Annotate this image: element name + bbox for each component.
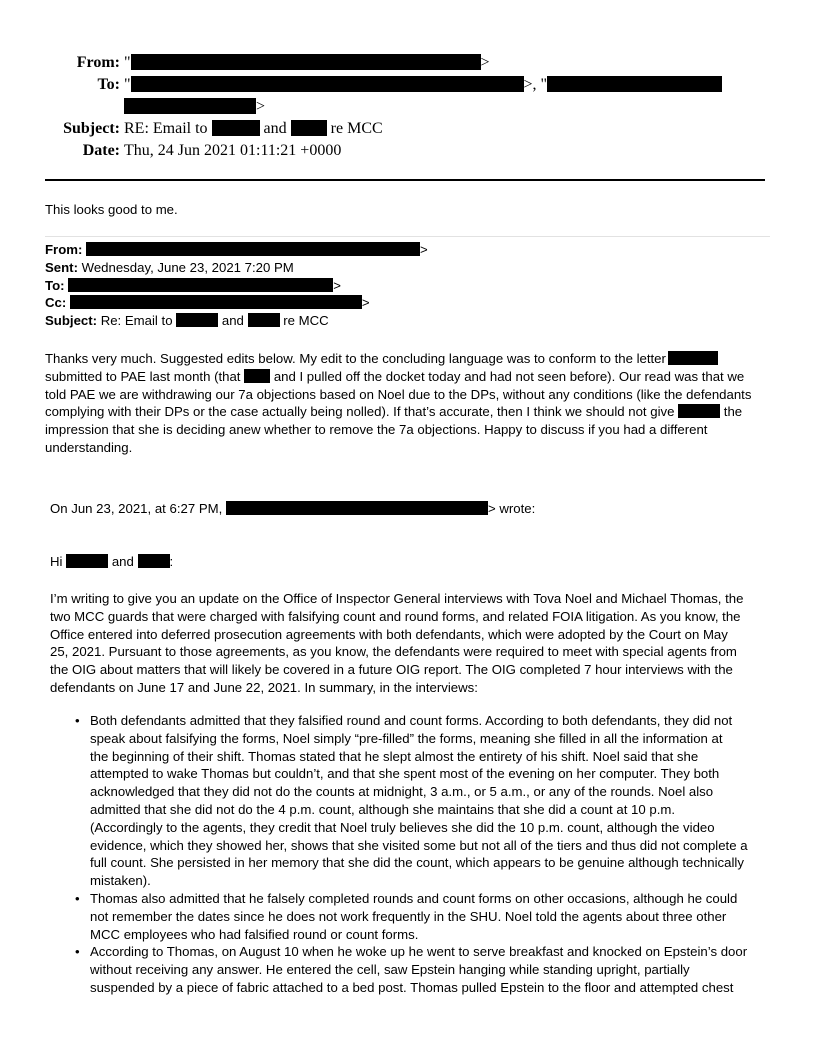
email-header (0, 52, 816, 162)
subject-row (0, 118, 816, 140)
separator-line (45, 236, 770, 237)
list-item: • According to Thomas, on August 10 when he woke up he went to serve breakfast and knocked on Epstein’s door without receiving any answer. He entered the cell, saw Epstein hanging while standing upright, partially suspended by a piece of fabric attached to a bed post. Thomas pulled Epstein to the floor and attempted chest (75, 944, 748, 995)
redaction (291, 120, 327, 136)
redaction (70, 295, 362, 309)
redaction (176, 313, 218, 327)
fwd-sent-row: Sent: Wednesday, June 23, 2021 7:20 PM (45, 259, 294, 275)
redaction (131, 76, 524, 92)
fwd-to-row: To: > (45, 277, 341, 293)
redaction (678, 404, 720, 418)
header-divider (45, 179, 765, 181)
message-paragraph: Thanks very much. Suggested edits below. My edit to the concluding language was to conform to the letter submitted to PAE last month (that and I pulled off the docket today and had not seen before). Our read was that we told PAE we are withdrawing our 7a objections based on Noel due to the DPs, without any conditions (like the defendants complying with their DPs or the case actually being nolled). If that’s accurate, then I think we should not give the impression that she is deciding anew whether to remove the 7a objections. Happy to discuss if you had a different understanding. (45, 351, 752, 455)
redaction (248, 313, 280, 327)
date-label: Date: (82, 142, 120, 159)
subject-label: Subject: (63, 120, 120, 137)
from-label: From: (76, 54, 120, 71)
reply-text: This looks good to me. (45, 202, 178, 217)
date-row (0, 140, 816, 162)
fwd-cc-row: Cc: > (45, 295, 370, 311)
subject-suffix: re MCC (330, 120, 383, 137)
bullet-icon: • (75, 944, 80, 960)
redaction (244, 369, 270, 383)
redaction (66, 554, 108, 568)
list-item: • Both defendants admitted that they falsified round and count forms. According to both defendants, they did not speak about falsifying the forms, Noel simply “pre-filled” the forms, meaning she filled in all the information at the beginning of their shift. Thomas stated that he slept almost the entirety of his shift. Noel said that she attempted to wake Thomas but couldn’t, and that she spent most of the evening on her computer. They both acknowledged that they did not do the counts at midnight, 3 a.m., or 5 a.m., or any of the rounds. Noel also admitted that she did not do the 4 p.m. count, although she maintains that she did a count at 10 p.m. (Accordingly to the agents, they credit that Noel truly believes she did the 10 p.m. count, although the video evidence, which they showed her, shows that she visited some but not all of the tiers and thus did not complete a full count. She persisted in her memory that she did the count, which appears to be genuine although technically mistaken). (75, 713, 748, 889)
quoted-intro: On Jun 23, 2021, at 6:27 PM, > wrote: (50, 501, 536, 516)
redaction (86, 242, 420, 256)
redaction (124, 98, 256, 114)
forwarded-header (45, 241, 428, 330)
subject-and: and (263, 120, 287, 137)
date-value: Thu, 24 Jun 2021 01:11:21 +0000 (124, 142, 342, 159)
fwd-subject-row: Subject: Re: Email to and re MCC (45, 313, 329, 329)
from-row: From: " > (0, 52, 816, 74)
sent-value: Wednesday, June 23, 2021 7:20 PM (81, 259, 294, 275)
bullet-list (72, 712, 748, 997)
redaction (68, 278, 333, 292)
redaction (668, 351, 718, 365)
redaction (212, 120, 260, 136)
to-label: To: (97, 76, 120, 93)
redaction (131, 54, 481, 70)
list-item: • Thomas also admitted that he falsely completed rounds and count forms on other occasions, although he could not remember the dates since he does not work frequently in the SHU. Noel told the agents about three other MCC employees who had falsified round or count forms. (75, 890, 738, 942)
fwd-from-row: From: > (45, 242, 428, 257)
greeting: Hi and : (50, 554, 174, 569)
to-row-continued: > (0, 96, 816, 118)
bullet-icon: • (75, 890, 80, 906)
to-row: To: " >, " (0, 74, 816, 96)
subject-prefix: RE: Email to (124, 120, 208, 137)
body-paragraph: I’m writing to give you an update on the Office of Inspector General interviews with Tova Noel and Michael Thomas, the two MCC guards that were charged with falsifying count and round forms, and related FOIA litigation. As you know, the Office entered into deferred prosecution agreements with both defendants, which were adopted by the Court on May 25, 2021. Pursuant to those agreements, as you know, the defendants were required to meet with special agents from the OIG about matters that will likely be covered in a future OIG report. The OIG completed 7 hour interviews with the defendants on June 17 and June 22, 2021. In summary, in the interviews: (50, 591, 744, 695)
redaction (226, 501, 488, 515)
redaction (547, 76, 722, 92)
redaction (138, 554, 170, 568)
bullet-icon: • (75, 713, 80, 728)
